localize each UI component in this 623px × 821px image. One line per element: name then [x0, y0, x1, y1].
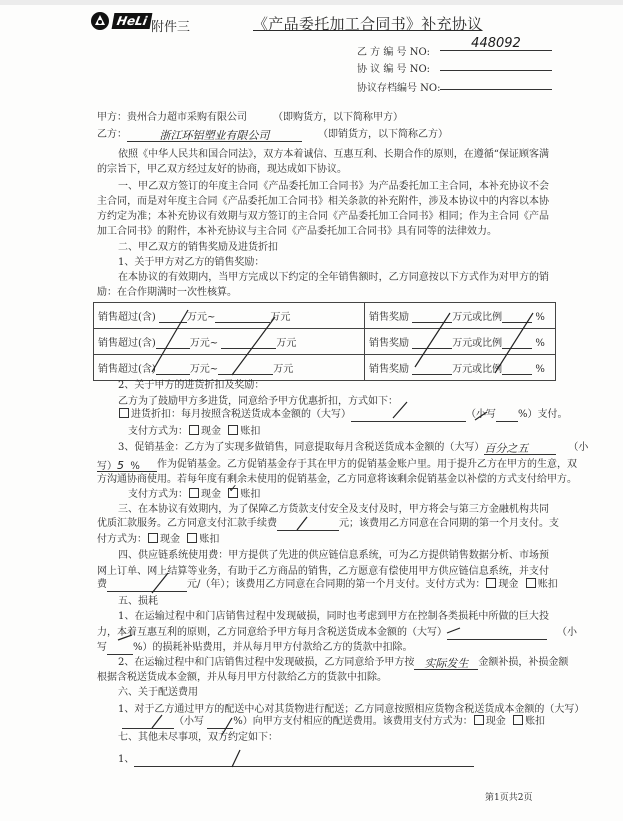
reward-cell: 销售奖励 万元或比例 %: [365, 303, 556, 329]
promo-fund-line: 方沟通协商使用。若每年度有剩余未使用的促销基金，乙方同意将该剩余促销基金以补偿的方式支付给甲方。: [97, 474, 577, 485]
table-row: [94, 303, 556, 329]
document-title: 《产品委托加工合同书》补充协议: [253, 15, 483, 33]
discount-option: 进货折扣：每月按照含税送货成本金额的（大写） （小写 %）支付。: [118, 408, 568, 422]
logo-mark-icon: [90, 11, 110, 31]
reward-cell: 销售奖励 万元或比例 %: [365, 329, 556, 355]
archive-number-label: 协议存档编号 NO:: [357, 83, 441, 94]
promo-payment-method: 支付方式为： 现金 ✓ 账扣: [128, 482, 261, 500]
supplier-number-value: 448092: [440, 38, 552, 51]
other-item-1: 1、: [118, 753, 474, 767]
promo-fund-lower-handwritten: 5: [117, 459, 124, 472]
intro-line: 的宗旨下，甲乙双方经过友好的协商，现达成如下协议。: [97, 164, 347, 175]
discount-checkbox[interactable]: [119, 408, 129, 418]
sales-threshold-cell: 销售超过(含) 万元~ 万元: [94, 329, 365, 355]
clause-3-line: 优质汇款服务。乙方同意支付汇款手续费 元；该费用乙方同意在合同期的第一个月支付。支: [97, 518, 559, 529]
clause-1-line: 一、甲乙双方签订的年度主合同《产品委托加工合同书》为产品委托加工主合同，本补充协议不会: [118, 181, 549, 192]
clause-1-line: 加工合同书》的附件，本补充协议与主合同《产品委托加工合同书》具有同等的法律效力。: [97, 226, 497, 237]
intro-line: 依照《中华人民共和国合同法》，双方本着诚信、互惠互利、长期合作的原则，在遵循“保证顾客满: [118, 149, 549, 160]
clause-4-line: 四、供应链系统使用费：甲方提供了先进的供应链信息系统，可为乙方提供销售数据分析、市场预: [118, 550, 549, 561]
cash-checkbox[interactable]: [474, 715, 484, 725]
clause-1-line: 主合同，而是对年度主合同《产品委托加工合同书》相关条款的补充附件，涉及本协议中的内容以本协: [97, 196, 549, 207]
clause-3-line: 三、在本协议有效期内，为了保障乙方货款支付安全及支付及时，甲方将会与第三方金融机构共同: [118, 504, 549, 515]
section-2-heading: 二、甲乙双方的销售奖励及进货折扣: [118, 242, 278, 253]
section-6-heading: 六、关于配送费用: [118, 687, 198, 698]
clause-5-line: 1、在运输过程中和门店销售过程中发现破损，同时也考虑到甲方在控制各类损耗中所做的巨大投: [118, 611, 549, 622]
clause-4-line: 网上订单、网上结算等业务，有助于乙方商品的销售，乙方愿意有偿使用甲方供应链信息系统，并支付: [97, 566, 549, 577]
promo-fund-line: 3、促销基金：乙方为了实现多做销售，同意提取每月含税送货成本金额的（大写）百分之五 （小: [118, 442, 589, 455]
agreement-number-label: 协 议 编 号 NO:: [357, 64, 431, 75]
discount-payment-method: 支付方式为： 现金 账扣: [128, 426, 261, 437]
party-b-note: （即销货方，以下简称乙方）: [318, 129, 448, 140]
check-icon: ✓: [228, 482, 238, 495]
sales-reward-heading: 1、关于甲方对乙方的销售奖励：: [118, 257, 265, 268]
annex-label: 附件三: [151, 20, 191, 35]
clause-4-line: 费 元/（年）；该费用乙方同意在合同期的第一个月支付。支付方式为： 现金 账扣: [97, 579, 558, 590]
table-row: [94, 329, 556, 355]
party-a: 甲方：贵州合力超市采购有限公司: [97, 112, 247, 123]
agreement-number-field: [440, 58, 552, 71]
cash-checkbox[interactable]: [148, 533, 158, 543]
heli-logo: [90, 10, 151, 32]
clause-3-payment: 付方式为： 现金 账扣: [97, 534, 220, 545]
sales-threshold-cell: 销售超过(含) 万元~ 万元: [94, 303, 365, 329]
clause-5-line: 写 %）的损耗补贴费用，并从每月甲方付款给乙方的货款中扣除。: [97, 642, 413, 653]
clause-5-line: 根据含税送货成本金额，并从每月甲方付款给乙方的货款中扣除。: [97, 672, 387, 683]
deduct-checkbox[interactable]: [187, 533, 197, 543]
party-a-note: （即购货方，以下简称甲方）: [273, 112, 403, 123]
clause-5-line: 力，本着互惠互利的原则，乙方同意给予甲方每月含税送货成本金额的（大写） （小: [97, 627, 577, 638]
promo-fund-upper-handwritten: 百分之五: [484, 443, 556, 455]
sales-reward-table: [93, 302, 556, 381]
sales-threshold-cell: 销售超过(含) 万元~ 万元: [94, 355, 365, 381]
viewer-top-edge: [0, 0, 623, 5]
page-number: 第1页共2页: [485, 793, 533, 803]
sales-reward-text: 励：在合作期满时一次性核算。: [97, 287, 237, 298]
cash-checkbox[interactable]: [189, 488, 199, 498]
deduct-checkbox[interactable]: [228, 425, 238, 435]
reward-cell: 销售奖励 万元或比例 %: [365, 355, 556, 381]
deduct-checkbox-checked[interactable]: [228, 482, 238, 498]
party-b: [97, 128, 302, 142]
clause-5-line: 2、在运输过程中和门店销售过程中发现破损，乙方同意给予甲方按 实际发生 金额补损，补损金额: [118, 657, 569, 670]
clause-6-line: 1、对于乙方通过甲方的配送中心对其货物进行配送；乙方同意按照相应货物含税送货成本金额的（大写）: [118, 704, 585, 715]
discount-text: 乙方为了鼓励甲方多进货，同意给予甲方优惠折扣，方式如下：: [118, 396, 398, 407]
deduct-checkbox[interactable]: [526, 578, 536, 588]
supplier-number-label: 乙 方 编 号 NO:: [357, 47, 431, 58]
sales-reward-text: 在本协议的有效期内，当甲方完成以下约定的全年销售额时，乙方同意按以下方式作为对甲方的销: [118, 272, 549, 283]
section-5-heading: 五、损耗: [118, 596, 158, 607]
section-7-heading: 七、其他未尽事项，双方约定如下：: [118, 732, 278, 743]
clause-6-line: （小写 %）向甲方支付相应的配送费用。该费用支付方式为： 现金 账扣: [122, 715, 545, 729]
archive-number-field: [440, 77, 552, 90]
cash-checkbox[interactable]: [486, 578, 496, 588]
party-b-handwritten: 浙江环铝塑业有限公司: [127, 130, 302, 142]
party-b-label: 乙方：: [97, 129, 127, 140]
discount-heading: 2、关于甲方的进货折扣及奖励：: [118, 380, 265, 391]
clause-1-line: 方约定为准；本补充协议有效期与双方签订的主合同《产品委托加工合同书》相同；作为主合同《产品: [97, 211, 549, 222]
deduct-checkbox[interactable]: [513, 715, 523, 725]
cash-checkbox[interactable]: [189, 425, 199, 435]
table-row: [94, 355, 556, 381]
promo-fund-line: 写）5 % 作为促销基金。乙方促销基金存于其在甲方的促销基金账户里。用于提升乙方在甲方的生意，双: [97, 459, 577, 472]
logo-text: HeLi: [112, 13, 153, 29]
loss-compensation-handwritten: 实际发生: [414, 658, 478, 670]
